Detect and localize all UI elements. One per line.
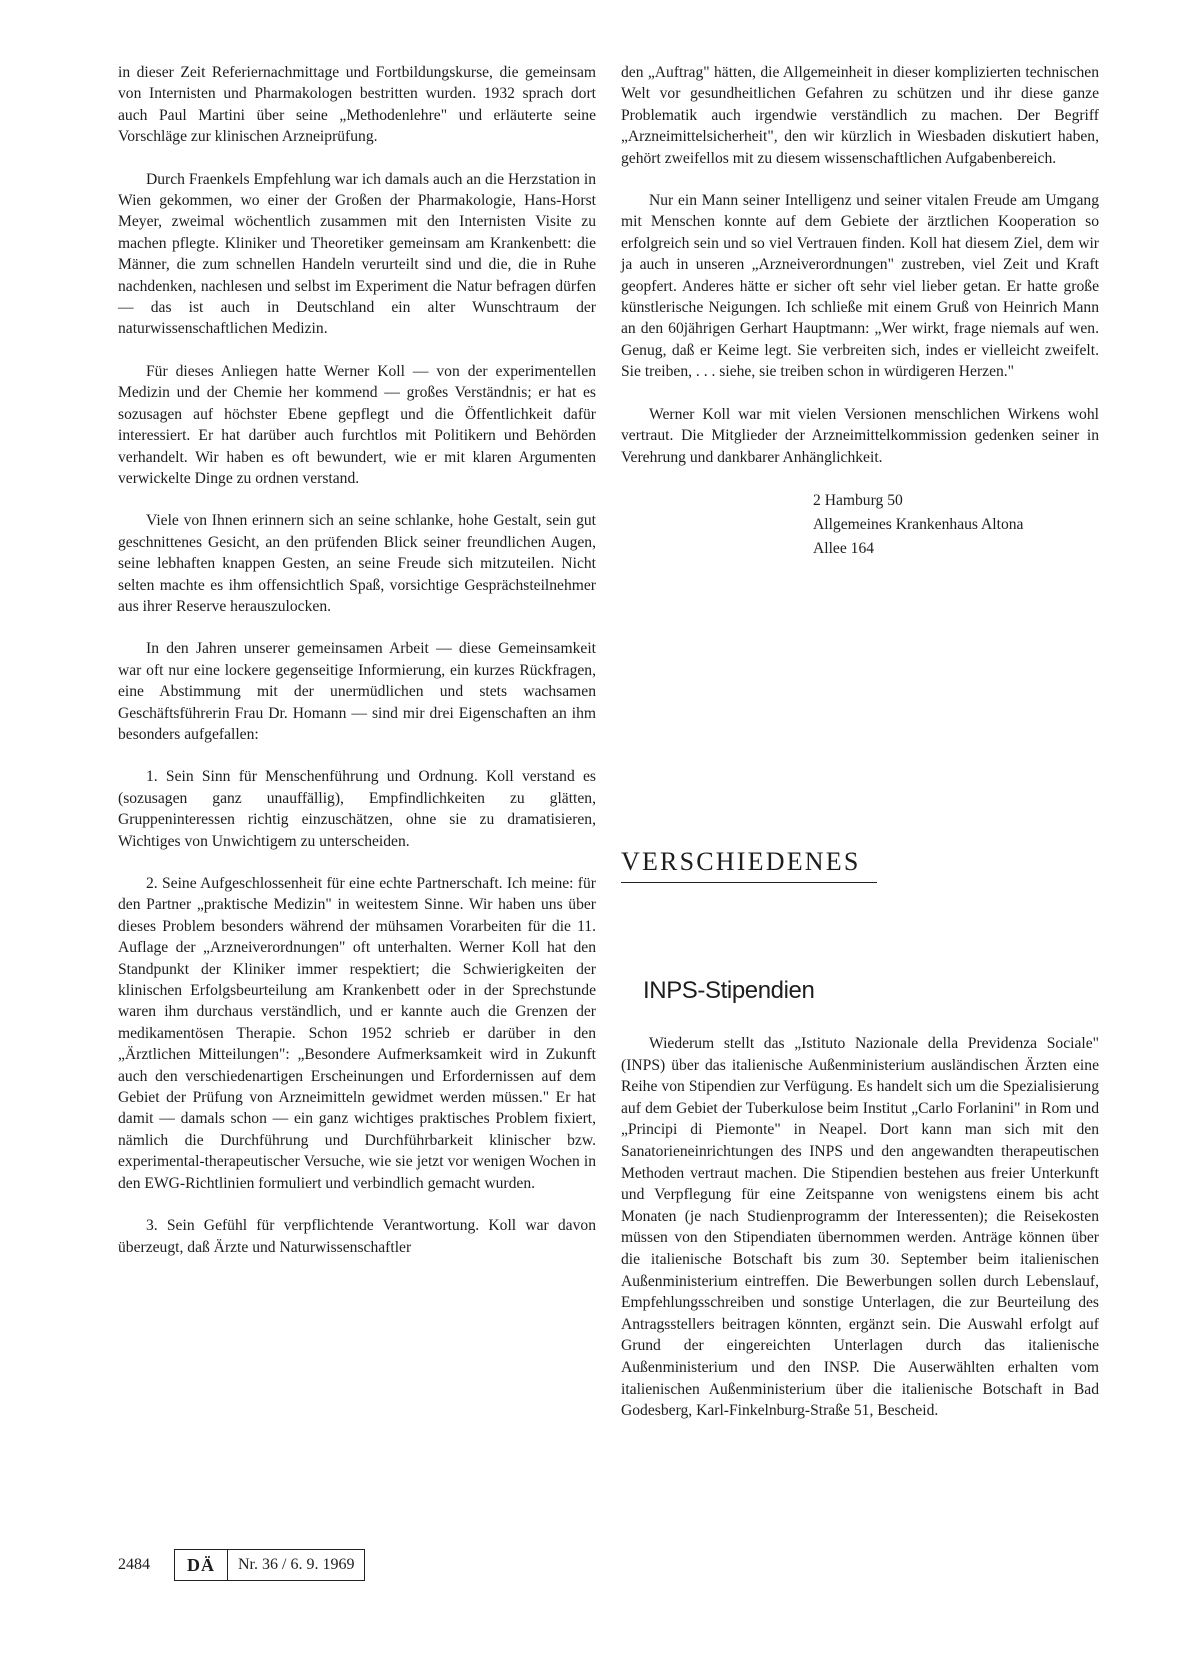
article-subhead: INPS-Stipendien bbox=[643, 977, 815, 1004]
paragraph: in dieser Zeit Referiernachmittage und Fortbildungskurse, die gemeinsam von Internisten und Pharmakologen bestritten wurden. 1932 sprach dort auch Paul Martini über seine „Methodenlehre" und erläuterte seine Vorschläge zur klinischen Arzneiprüfung. bbox=[118, 64, 596, 146]
paragraph: Viele von Ihnen erinnern sich an seine schlanke, hohe Gestalt, sein gut geschnittenes Gesicht, an den prüfenden Blick seiner freundlichen Augen, seine lebhaften knappen Gesten, an seine Freude sich mitzuteilen. Nicht selten machte es ihm offensichtlich Spaß, vorsichtige Gesprächsteilnehmer aus ihrer Reserve herauszulocken. bbox=[118, 512, 596, 615]
inps-article bbox=[621, 1033, 1099, 1422]
paragraph: Wiederum stellt das „Istituto Nazionale della Previdenza Sociale" (INPS) über das italienische Außenministerium ausländischen Ärzten eine Reihe von Stipendien zur Verfügung. Es handelt sich um die Spezialisierung auf dem Gebiet der Tuberkulose beim Institut „Carlo Forlanini" in Rom und „Principi di Piemonte" in Neapel. Dort kann man sich mit den Sanatorieneinrichtungen des INPS und den angewandten therapeutischen Methoden vertraut machen. Die Stipendien bestehen aus freier Unterkunft und Verpflegung für eine Zeitspanne von wenigstens einem bis acht Monaten (je nach Studienprogramm der Interessenten); die Reisekosten müssen von den Stipendiaten übernommen werden. Anträge können über die italienische Botschaft bis zum 30. September beim italienischen Außenministerium eintreffen. Die Bewerbungen sollen durch Lebenslauf, Empfehlungsschreiben und sonstige Unterlagen, die zur Beurteilung des Antragsstellers beitragen könnten, ergänzt sein. Die Auswahl erfolgt auf Grund der eingereichten Unterlagen durch das italienische Außenministerium und den INSP. Die Auserwählten erhalten vom italienischen Außenministerium über die italienische Botschaft in Bad Godesberg, Karl-Finkelnburg-Straße 51, Bescheid. bbox=[621, 1035, 1099, 1420]
left-column bbox=[118, 62, 596, 1279]
paragraph: Werner Koll war mit vielen Versionen menschlichen Wirkens wohl vertraut. Die Mitglieder der Arzneimittelkommission gedenken seiner in Verehrung und dankbarer Anhänglichkeit. bbox=[621, 405, 1099, 466]
paragraph: 1. Sein Sinn für Menschenführung und Ordnung. Koll verstand es (sozusagen ganz unauffällig), Empfindlichkeiten zu glätten, Gruppeninteressen richtig einzuschätzen, ohne sie zu dramatisieren, Wichtiges von Unwichtigem zu unterscheiden. bbox=[118, 768, 596, 850]
journal-logo: DÄ bbox=[175, 1550, 228, 1580]
paragraph: Für dieses Anliegen hatte Werner Koll — von der experimentellen Medizin und der Chemie her kommend — großes Verständnis; er hat es sozusagen auf höchster Ebene gepflegt und die Öffentlichkeit dafür interessiert. Er hat darüber auch furchtlos mit Politikern und Behörden verhandelt. Wir haben es oft bewundert, wie er mit klaren Argumenten verwickelte Dinge zu ordnen verstand. bbox=[118, 362, 596, 487]
author-address bbox=[813, 489, 1099, 561]
paragraph: In den Jahren unserer gemeinsamen Arbeit — diese Gemeinsamkeit war oft nur eine lockere gegenseitige Informierung, ein kurzes Rückfragen, eine Abstimmung mit der unermüdlichen und stets wachsamen Geschäftsführerin Frau Dr. Homann — sind mir drei Eigenschaften an ihm besonders aufgefallen: bbox=[118, 640, 596, 743]
page-footer bbox=[118, 1548, 365, 1582]
paragraph: Nur ein Mann seiner Intelligenz und seiner vitalen Freude am Umgang mit Menschen konnte auf dem Gebiete der ärztlichen Kooperation so erfolgreich sein und so viel Vertrauen finden. Koll hat diesem Ziel, dem wir ja auch in unseren „Arzneiverordnungen" zustreben, viel Zeit und Kraft geopfert. Anderes hätte er sicher oft sehr viel lieber getan. Er hatte große künstlerische Neigungen. Ich schließe mit einem Gruß von Heinrich Mann an den 60jährigen Gerhart Hauptmann: „Wer wirkt, frage niemals auf wen. Genug, daß er Keime legt. Sie verbreiten sich, indes er vielleicht zweifelt. Sie treiben, . . . siehe, sie treiben schon in würdigeren Herzen." bbox=[621, 192, 1099, 381]
address-line: Allee 164 bbox=[813, 539, 875, 557]
paragraph: 2. Seine Aufgeschlossenheit für eine echte Partnerschaft. Ich meine: für den Partner „praktische Medizin" in weitestem Sinne. Wir haben uns über dieses Problem besonders während der mühsamen Vorarbeiten für die 11. Auflage der „Arzneiverordnungen" oft unterhalten. Werner Koll hat den Standpunkt der Kliniker immer respektiert; die Schwierigkeiten der klinischen Erfolgsbeurteilung am Krankenbett oder in der Sprechstunde waren ihm durchaus verständlich, und er kannte auch die Grenzen der medikamentösen Therapie. Schon 1952 schrieb er darüber in den „Ärztlichen Mitteilungen": „Besondere Aufmerksamkeit wird in Zukunft auch den verschiedenartigen Erscheinungen und Erfordernissen auf dem Gebiet der Prüfung von Arzneimitteln gewidmet werden müssen." Er hat damit — damals schon — ein ganz wichtiges praktisches Problem fixiert, nämlich die Durchführung und Durchführbarkeit klinischer bzw. experimental-therapeutischer Versuche, wie sie jetzt vor wenigen Wochen in den EWG-Richtlinien formuliert und verbindlich gemacht wurden. bbox=[118, 875, 596, 1192]
address-line: 2 Hamburg 50 bbox=[813, 491, 903, 509]
page-number: 2484 bbox=[118, 1556, 150, 1573]
address-line: Allgemeines Krankenhaus Altona bbox=[813, 515, 1024, 533]
paragraph: 3. Sein Gefühl für verpflichtende Verantwortung. Koll war davon überzeugt, daß Ärzte und Naturwissenschaftler bbox=[118, 1217, 596, 1256]
issue-number: Nr. 36 / 6. 9. 1969 bbox=[238, 1556, 355, 1573]
journal-box bbox=[174, 1549, 365, 1581]
right-column bbox=[621, 62, 1099, 561]
paragraph: den „Auftrag" hätten, die Allgemeinheit in dieser komplizierten technischen Welt vor gesundheitlichen Gefahren zu schützen und ihr diese ganze Problematik auch irgendwie verständlich zu machen. Der Begriff „Arzneimittelsicherheit", den wir kürzlich in Wiesbaden diskutiert haben, gehört zweifellos mit zu diesem wissenschaftlichen Aufgabenbereich. bbox=[621, 64, 1099, 167]
paragraph: Durch Fraenkels Empfehlung war ich damals auch an die Herzstation in Wien gekommen, wo einer der Großen der Pharmakologie, Hans-Horst Meyer, zweimal wöchentlich zusammen mit den Internisten Visite zu machen pflegte. Kliniker und Theoretiker gemeinsam am Krankenbett: die Männer, die zum schnellen Handeln verurteilt sind und die, die in Ruhe nachdenken, nachlesen und selbst im Experiment die Natur befragen dürfen — das ist auch in Deutschland ein alter Wunschtraum der naturwissenschaftlichen Medizin. bbox=[118, 170, 596, 338]
section-title: VERSCHIEDENES bbox=[621, 846, 877, 883]
